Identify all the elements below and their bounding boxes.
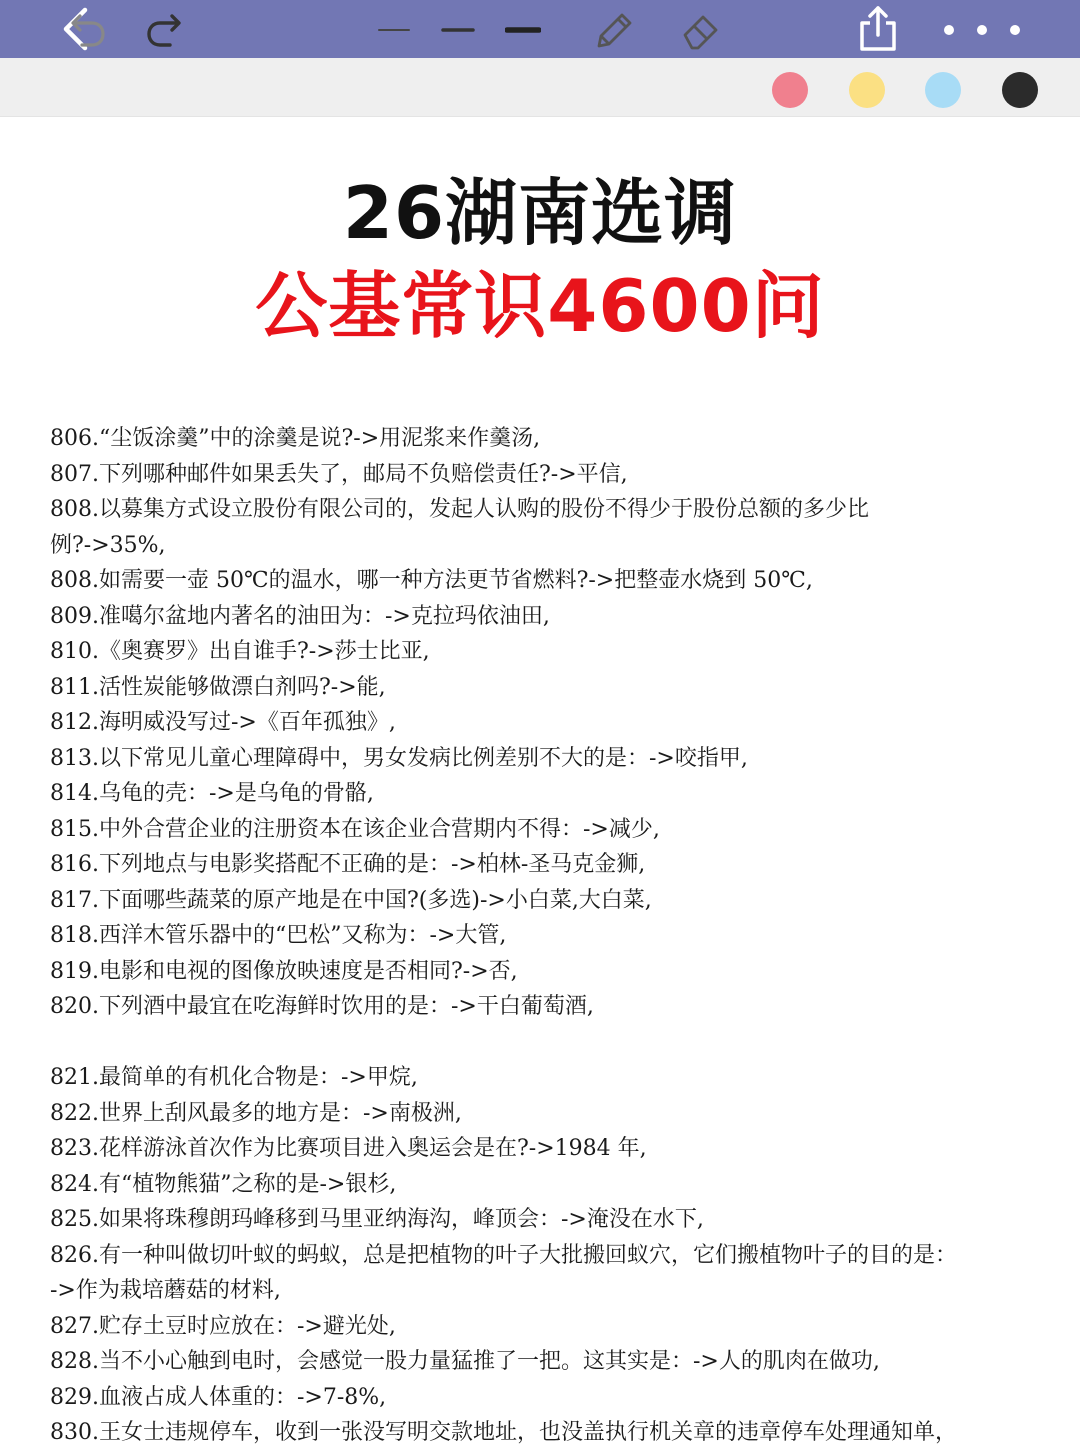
color-swatch-black[interactable] (1002, 72, 1038, 108)
thick-line-icon (505, 24, 541, 36)
redo-button[interactable] (140, 7, 188, 53)
question-line: 822.世界上刮风最多的地方是：->南极洲, (50, 1100, 462, 1126)
undo-icon (68, 10, 108, 50)
annotation-toolbar (0, 58, 1080, 117)
color-swatch-blue[interactable] (925, 72, 961, 108)
question-line: 819.电影和电视的图像放映速度是否相同?->否, (50, 958, 518, 984)
medium-line-icon (441, 25, 475, 35)
pen-tool-button[interactable] (588, 7, 638, 53)
redo-icon (144, 10, 184, 50)
question-line: 808.以募集方式设立股份有限公司的，发起人认购的股份不得少于股份总额的多少比 (50, 497, 869, 522)
document-body (50, 421, 1010, 1451)
question-line: 809.准噶尔盆地内著名的油田为：->克拉玛依油田, (50, 603, 550, 629)
pen-icon (591, 8, 635, 52)
question-line: 828.当不小心触到电时，会感觉一股力量猛推了一把。这其实是：->人的肌肉在做功, (50, 1349, 880, 1374)
share-icon (858, 4, 898, 52)
stroke-medium-button[interactable] (436, 7, 480, 53)
question-line: 例?->35%, (50, 532, 166, 558)
color-swatch-yellow[interactable] (849, 72, 885, 108)
question-line: 812.海明威没写过->《百年孤独》, (50, 710, 396, 735)
question-line: 815.中外合营企业的注册资本在该企业合营期内不得：->减少, (50, 816, 660, 842)
color-swatch-pink[interactable] (772, 72, 808, 108)
eraser-tool-button[interactable] (676, 7, 726, 53)
question-line: 810.《奥赛罗》出自谁手?->莎士比亚, (50, 639, 430, 664)
question-line: 824.有“植物熊猫”之称的是->银杉, (50, 1171, 397, 1197)
question-line: 808.如需要一壶 50℃的温水，哪一种方法更节省燃料?->把整壶水烧到 50℃, (50, 568, 813, 593)
question-line: 813.以下常见儿童心理障碍中，男女发病比例差别不大的是：->咬指甲, (50, 745, 748, 771)
question-line: 830.王女士违规停车，收到一张没写明交款地址，也没盖执行机关章的违章停车处理通知单， (50, 1420, 957, 1445)
question-line: 807.下列哪种邮件如果丢失了，邮局不负赔偿责任?->平信, (50, 461, 628, 487)
question-line: 820.下列酒中最宜在吃海鲜时饮用的是：->干白葡萄酒, (50, 994, 594, 1019)
more-dots-icon (937, 23, 1027, 37)
question-line: 826.有一种叫做切叶蚁的蚂蚁，总是把植物的叶子大批搬回蚁穴，它们搬植物叶子的目的是： (50, 1242, 957, 1268)
question-line: 806.“尘饭涂羹”中的涂羹是说?->用泥浆来作羹汤, (50, 426, 541, 451)
question-line: 825.如果将珠穆朗玛峰移到马里亚纳海沟，峰顶会：->淹没在水下, (50, 1207, 704, 1232)
question-line: 821.最简单的有机化合物是：->甲烷, (50, 1065, 418, 1090)
undo-button[interactable] (64, 7, 112, 53)
document-subtitle: 公基常识4600问 (255, 264, 825, 348)
share-button[interactable] (852, 2, 904, 54)
more-options-button[interactable] (930, 10, 1034, 50)
eraser-icon (679, 8, 723, 52)
question-line: 818.西洋木管乐器中的“巴松”又称为：->大管, (50, 923, 507, 948)
question-line: 817.下面哪些蔬菜的原产地是在中国?(多选)->小白菜,大白菜, (50, 887, 652, 913)
thin-line-icon (377, 25, 411, 35)
blank-line (50, 1025, 1010, 1061)
stroke-thin-button[interactable] (372, 7, 416, 53)
question-line: 823.花样游泳首次作为比赛项目进入奥运会是在?->1984 年, (50, 1136, 647, 1161)
question-line: 811.活性炭能够做漂白剂吗?->能, (50, 674, 386, 700)
question-line: ->作为栽培蘑菇的材料, (50, 1278, 281, 1303)
document-title: 26湖南选调 (342, 171, 738, 255)
question-line: 829.血液占成人体重的：->7-8%, (50, 1384, 387, 1410)
question-line: 827.贮存土豆时应放在：->避光处, (50, 1313, 396, 1339)
question-line: 816.下列地点与电影奖搭配不正确的是：->柏林-圣马克金狮, (50, 852, 646, 877)
question-line: 814.乌龟的壳：->是乌龟的骨骼, (50, 781, 374, 806)
stroke-thick-button[interactable] (500, 7, 546, 53)
